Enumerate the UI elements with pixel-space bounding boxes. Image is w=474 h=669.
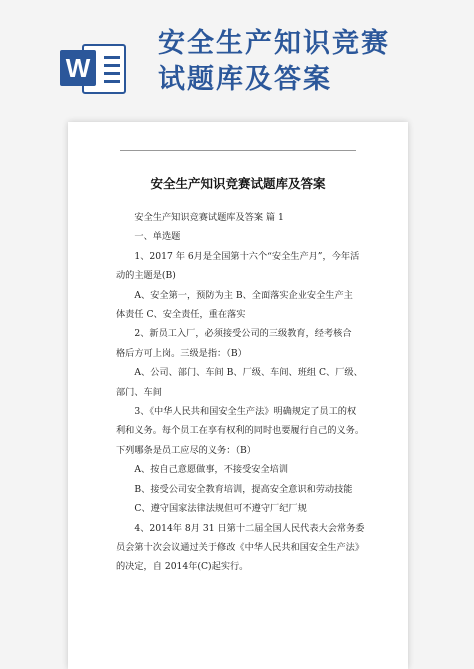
body-line: 利和义务。每个员工在享有权利的同时也要履行自己的义务。 bbox=[116, 425, 365, 437]
word-document-icon bbox=[60, 38, 128, 98]
body-line: 下列哪条是员工应尽的义务：（B） bbox=[116, 444, 256, 456]
body-line: A、按自己意愿做事，不接受安全培训 bbox=[134, 464, 289, 476]
banner-title-line-2: 试题库及答案 bbox=[158, 64, 332, 95]
banner-title bbox=[158, 26, 458, 98]
body-line: A、安全第一，预防为主 B、全面落实企业安全生产主 bbox=[134, 289, 353, 301]
body-line: 一、单选题 bbox=[134, 231, 181, 243]
word-letter-tile: W bbox=[60, 50, 96, 86]
body-line: C、遵守国家法律法规但可不遵守厂纪厂规 bbox=[134, 503, 307, 515]
body-line: 动的主题是(B) bbox=[116, 270, 176, 282]
body-line: 3、《中华人民共和国安全生产法》明确规定了员工的权 bbox=[134, 406, 357, 418]
body-line: 安全生产知识竞赛试题库及答案 篇 1 bbox=[134, 212, 284, 223]
body-line: 的决定，自 2014年(C)起实行。 bbox=[116, 561, 249, 573]
header-rule bbox=[120, 150, 356, 151]
document-page bbox=[68, 122, 408, 669]
body-line: A、公司、部门、车间 B、厂级、车间、班组 C、厂级、 bbox=[134, 367, 363, 379]
body-line: 4、2014年 8月 31 日第十二届全国人民代表大会常务委 bbox=[134, 522, 365, 534]
body-line: 格后方可上岗。三级是指：（B） bbox=[116, 347, 247, 359]
body-line: B、接受公司安全教育培训，提高安全意识和劳动技能 bbox=[134, 483, 353, 495]
body-line: 2、新员工入厂，必须接受公司的三级教育，经考核合 bbox=[134, 328, 352, 340]
body-line: 部门、车间 bbox=[116, 386, 162, 398]
body-line: 体责任 C、安全责任，重在落实 bbox=[116, 309, 246, 321]
document-title: 安全生产知识竞赛试题库及答案 bbox=[150, 176, 326, 191]
body-line: 1、2017 年 6月是全国第十六个“安全生产月”，今年活 bbox=[134, 250, 360, 262]
banner-title-line-1: 安全生产知识竞赛 bbox=[158, 28, 390, 59]
document-banner bbox=[0, 0, 474, 125]
body-line: 员会第十次会议通过关于修改《中华人民共和国安全生产法》 bbox=[116, 541, 365, 553]
document-body bbox=[116, 208, 372, 577]
